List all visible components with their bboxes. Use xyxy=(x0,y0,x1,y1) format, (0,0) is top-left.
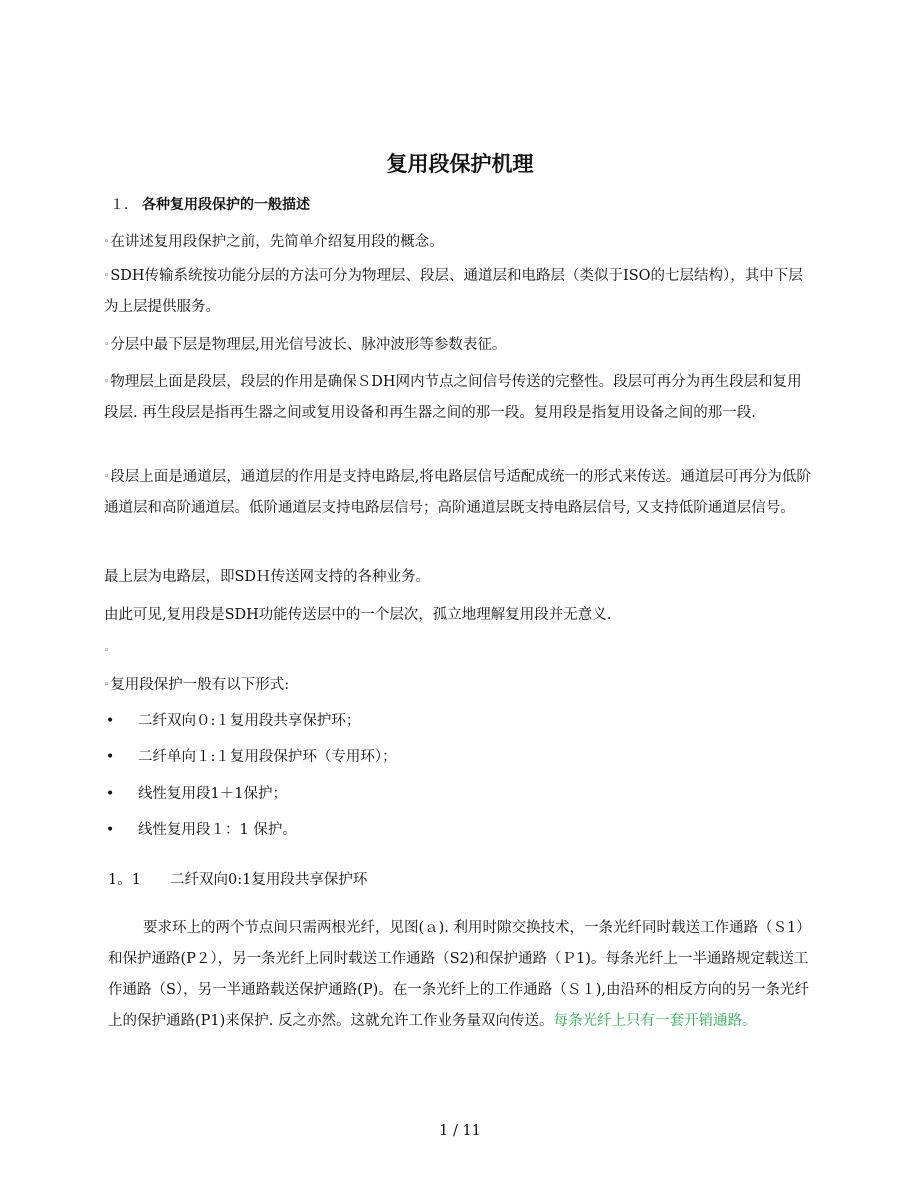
section-number: 1。1 xyxy=(108,872,141,888)
section-heading-text: 各种复用段保护的一般描述 xyxy=(142,197,310,213)
document-title: 复用段保护机理 xyxy=(386,152,534,176)
page-number: 1 / 11 xyxy=(439,1123,481,1139)
paragraph-empty-mark xyxy=(104,636,816,667)
paragraph-layers: ◦SDH传输系统按功能分层的方法可分为物理层、段层、通道层和电路层（类似于ISO的七层结构），其中下层为上层提供服务。 xyxy=(104,268,803,315)
section-number: １． xyxy=(110,197,138,213)
paragraph-mark: ◦ xyxy=(104,271,110,281)
paragraph-section-layer: ◦物理层上面是段层，段层的作用是确保ＳDH网内节点之间信号传送的完整性。段层可再分为再生段层和复用段层. 再生段层是指再生器之间或复用设备和再生器之间的那一段。复用段是指复用设备之间的那一段. xyxy=(104,374,802,421)
bullet-item: • 二纤双向０:１复用段共享保护环； xyxy=(106,706,360,737)
paragraph-intro: ◦在讲述复用段保护之前，先简单介绍复用段的概念。 xyxy=(104,234,444,250)
paragraph-mark: ◦ xyxy=(104,680,110,690)
paragraph-mark: ◦ xyxy=(104,237,110,247)
paragraph-forms-intro: ◦复用段保护一般有以下形式: xyxy=(104,677,290,693)
paragraph-mark: ◦ xyxy=(104,472,110,482)
bullet-item: • 线性复用段1＋1保护； xyxy=(106,779,287,810)
body-paragraph: 要求环上的两个节点间只需两根光纤，见图(ａ). 利用时隙交换技术，一条光纤同时载送工作通路（Ｓ1）和保护通路(P２），另一条光纤上同时载送工作通路（S2)和保护通路（Ｐ1)。每条光纤上一半通路规定载送工作通路（S），另一半通路载送保护通路(P)。在一条光纤上的工作通路（Ｓ１),由沿环的相反方向的另一条光纤上的保护通路(P1)来保护. 反之亦然。这就允许工作业务量双向传送。每条光纤上只有一套开销通路。 xyxy=(108,920,811,1029)
paragraph-mark: ◦ xyxy=(104,646,110,656)
bullet-dot-icon: • xyxy=(106,786,115,802)
bullet-item: • 二纤单向１:１复用段保护环（专用环）； xyxy=(106,742,397,773)
highlight-text: 每条光纤上只有一套开销通路。 xyxy=(553,1013,757,1029)
bullet-dot-icon: • xyxy=(106,749,115,765)
section-heading-text: 二纤双向0:1复用段共享保护环 xyxy=(170,872,368,888)
paragraph-physical-layer: ◦分层中最下层是物理层,用光信号波长、脉冲波形等参数表征。 xyxy=(104,337,507,353)
bullet-dot-icon: • xyxy=(106,822,115,838)
section-heading-1 xyxy=(110,194,310,214)
paragraph-mark: ◦ xyxy=(104,340,110,350)
paragraph-circuit-layer: 最上层为电路层，即SDＨ传送网支持的各种业务。 xyxy=(104,569,431,585)
paragraph-conclusion: 由此可见,复用段是SDH功能传送层中的一个层次，孤立地理解复用段并无意义. xyxy=(104,607,612,623)
bullet-dot-icon: • xyxy=(106,713,115,729)
paragraph-path-layer: ◦段层上面是通道层，通道层的作用是支持电路层,将电路层信号适配成统一的形式来传送。通道层可再分为低阶通道层和高阶通道层。低阶通道层支持电路层信号；高阶通道层既支持电路层信号, 又支持低阶通道层信号。 xyxy=(104,469,811,516)
paragraph-mark: ◦ xyxy=(104,377,110,387)
bullet-item: • 线性复用段１：1 保护。 xyxy=(106,815,297,846)
section-heading-1-1 xyxy=(108,868,367,889)
